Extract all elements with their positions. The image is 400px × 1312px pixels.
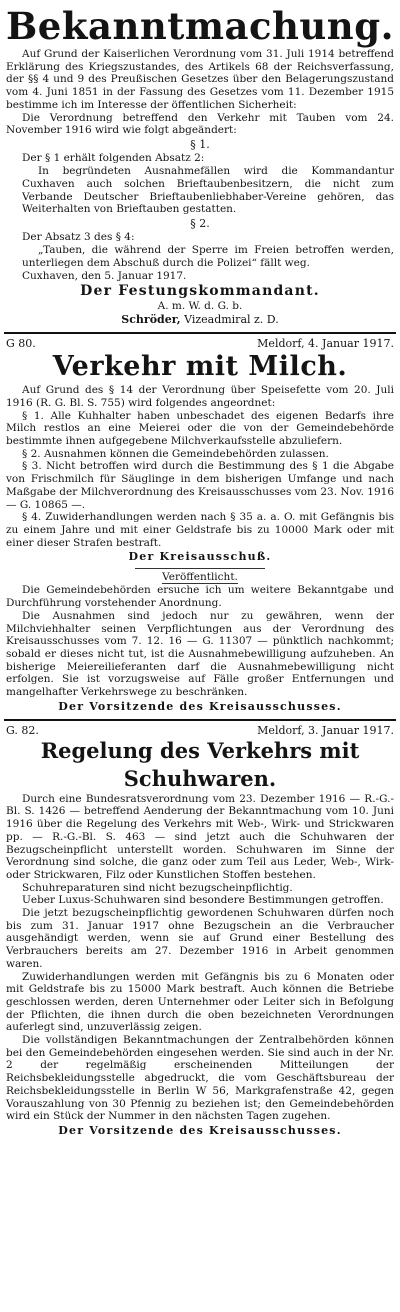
notice-title: Verkehr mit Milch. — [52, 351, 348, 383]
newspaper-page — [4, 4, 396, 1138]
paragraph-4: Die jetzt bezugscheinpflichtig gewordenen Schuhwaren dürfen noch bis zum 31. Januar 1917 ohne Bezugschein an die Verbraucher ausgehändigt werden, wenn sie auf Grund einer Bestellung des Verbrauchers bereits am 27. Dezember 1916 in Arbeit genommen waren. — [6, 907, 394, 970]
section-2-quote: „Tauben, die während der Sperre im Freien betroffen werden, unterliegen dem Abschuß durch die Polizei“ fällt weg. — [22, 244, 394, 269]
place-date: Cuxhaven, den 5. Januar 1917. — [22, 269, 187, 282]
notice-dateline: Meldorf, 3. Januar 1917. — [257, 723, 394, 737]
intro-paragraph: Auf Grund der Kaiserlichen Verordnung vom 31. Juli 1914 betreffend Erklärung des Kriegszustandes, des Artikels 68 der Reichsverfassung, der §§ 4 und 9 des Preußischen Gesetzes über den Belagerungszustand vom 4. Juni 1851 in der Fassung des Gesetzes vom 11. Dezember 1915 bestimme ich im Interesse der öffentlichen Sicherheit: — [6, 48, 394, 111]
paragraph-3: § 3. Nicht betroffen wird durch die Bestimmung des § 1 die Abgabe von Frischmilch für Säuglinge in dem bisherigen Umfange und nach Maßgabe der Milchverordnung des Kreisausschusses vom 23. Nov. 1916 — G. 10865 —. — [6, 460, 394, 511]
paragraph-5: Zuwiderhandlungen werden mit Gefängnis bis zu 6 Monaten oder mit Geldstrafe bis zu 15000 Mark bestraft. Auch können die Betriebe geschlossen werden, deren Unternehmer oder Leiter sich in Befolgung der Pflichten, die ihnen durch die oben bezeichneten Verordnungen auferlegt sind, unzuverlässig zeigen. — [6, 970, 394, 1034]
published-paragraph-2: Die Ausnahmen sind jedoch nur zu gewähren, wenn der Milchviehhalter seinen Verpflichtungen aus der Verordnung des Kreisausschusses vom 7. 12. 16 — G. 11307 — pünktlich nachkommt; sobald er dieses nicht tut, ist die Ausnahmebewilligung aufzuheben. An bisherige Meiereilieferanten darf die Ausnahmebewilligung nicht erfolgen. Sie ist vorzugsweise auf Fälle großer Entfernungen und mangelhafter Verkehrswege zu beschränken. — [6, 609, 394, 699]
signature-authority: Der Festungskommandant. — [80, 283, 320, 300]
ordinance-paragraph: Die Verordnung betreffend den Verkehr mit Tauben vom 24. November 1916 wird wie folgt abgeändert: — [6, 111, 394, 137]
section-2-heading: § 2. — [190, 216, 210, 230]
notice-number: G 80. — [6, 337, 36, 351]
short-divider — [135, 568, 265, 569]
published-paragraph-1: Die Gemeindebehörden ersuche ich um weitere Bekanntgabe und Durchführung vorstehender Anordnung. — [6, 584, 394, 610]
signature-abbrev: A. m. W. d. G. b. — [157, 300, 243, 313]
signature-chairman: Der Vorsitzende des Kreisausschusses. — [58, 699, 342, 713]
section-1-heading: § 1. — [190, 137, 210, 151]
paragraph-2: § 2. Ausnahmen können die Gemeindebehörden zulassen. — [22, 447, 329, 460]
section-divider — [4, 719, 396, 721]
notice-number: G. 82. — [6, 723, 39, 737]
announcement-milk — [4, 337, 396, 713]
paragraph-3: Ueber Luxus-Schuhwaren sind besondere Bestimmungen getroffen. — [22, 894, 384, 907]
signature-name-line — [6, 313, 394, 327]
signature-name: Schröder, — [121, 313, 181, 327]
paragraph-6: Die vollständigen Bekanntmachungen der Zentralbehörden können bei den Gemeindebehörden eingesehen werden. Sie sind auch in der Nr. 2 der regelmäßig erscheinenden Mitteilungen der Reichsbekleidungsstelle abgedruckt, die vom Geschäftsbureau der Reichsbekleidungsstelle in Berlin W 56, Markgrafenstraße 42, gegen Vorauszahlung von 30 Pfennig zu beziehen ist; den Gemeindebehörden wird ein Stück der Nummer in den nächsten Tagen zugehen. — [6, 1034, 394, 1123]
section-divider — [4, 332, 396, 334]
announcement-title: Bekanntmachung. — [6, 4, 394, 48]
notice-title: Regelung des Verkehrs mit Schuhwaren. — [40, 737, 360, 791]
notice-header — [6, 337, 394, 350]
announcement-fortress — [4, 4, 396, 327]
section-1-quote: In begründeten Ausnahmefällen wird die Kommandantur Cuxhaven auch solchen Brieftaubenbesitzern, die nicht zum Verbande Deutscher Brieftaubenliebhaber-Vereine gehören, das Weiterhalten von Brieftauben gestatten. — [22, 165, 394, 216]
published-label: Veröffentlicht. — [162, 571, 238, 584]
notice-intro: Auf Grund des § 14 der Verordnung über Speisefette vom 20. Juli 1916 (R. G. Bl. S. 755) wird folgendes angeordnet: — [6, 384, 394, 409]
signature-rank: Vizeadmiral z. D. — [184, 313, 279, 327]
paragraph-4: § 4. Zuwiderhandlungen werden nach § 35 a. a. O. mit Gefängnis bis zu einem Jahre und mit einer Geldstrafe bis zu 10000 Mark oder mit einer dieser Strafen bestraft. — [6, 511, 394, 549]
paragraph-2: Schuhreparaturen sind nicht bezugscheinpflichtig. — [22, 881, 293, 894]
section-1-text: Der § 1 erhält folgenden Absatz 2: — [22, 152, 205, 165]
paragraph-1: Durch eine Bundesratsverordnung vom 23. Dezember 1916 — R.-G.-Bl. S. 1426 — betreffend Aenderung der Bekanntmachung vom 10. Juni 1916 über die Regelung des Verkehrs mit Web-, Wirk- und Strickwaren pp. — R.-G.-Bl. S. 463 — sind jetzt auch die Schuhwaren der Bezugscheinpflicht unterstellt worden. Schuhwaren im Sinne der Verordnung sind solche, die ganz oder zum Teil aus Leder, Web-, Wirk- oder Strickwaren, Filz oder Kunstlichen Stoffen bestehen. — [6, 792, 394, 881]
signature-committee: Der Kreisausschuß. — [128, 550, 272, 564]
signature-chairman: Der Vorsitzende des Kreisausschusses. — [58, 1124, 342, 1137]
notice-header — [6, 724, 394, 737]
section-2-text: Der Absatz 3 des § 4: — [22, 231, 135, 244]
announcement-shoes — [4, 724, 396, 1138]
paragraph-1: § 1. Alle Kuhhalter haben unbeschadet des eigenen Bedarfs ihre Milch restlos an eine Meierei oder die von der Gemeindebehörde bestimmte ihnen aufgegebene Milchverkaufsstelle abzuliefern. — [6, 409, 394, 448]
notice-dateline: Meldorf, 4. Januar 1917. — [257, 337, 394, 351]
